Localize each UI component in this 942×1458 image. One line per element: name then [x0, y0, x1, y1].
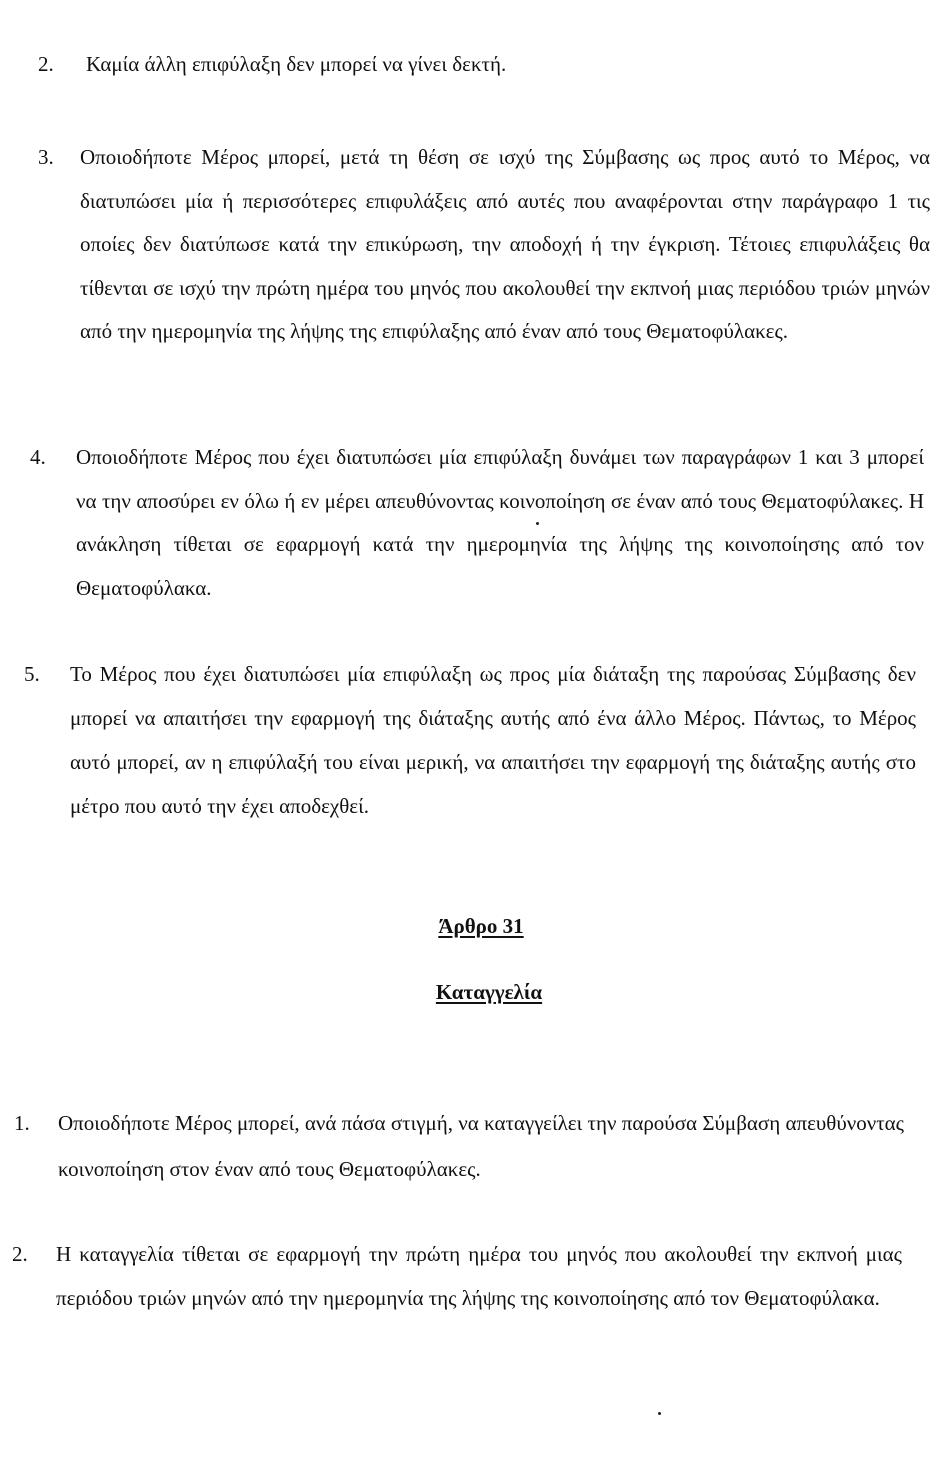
article-title: Καταγγελία	[435, 980, 543, 1004]
article-paragraph-2	[12, 1232, 902, 1320]
paragraph-3	[38, 136, 930, 354]
paragraph-number: 3.	[38, 145, 54, 169]
paragraph-number: 5.	[24, 662, 40, 686]
scan-speck	[536, 522, 539, 525]
paragraph-4	[30, 436, 924, 610]
paragraph-number: 4.	[30, 445, 46, 469]
paragraph-2	[38, 44, 576, 84]
scan-speck	[658, 1412, 661, 1415]
paragraph-text: Η καταγγελία τίθεται σε εφαρμογή την πρώτη ημέρα του μηνός που ακολουθεί την εκπνοή μιας περιόδου τριών μηνών από την ημερομηνία της λήψης της κοινοποίησης από τον Θεματοφύλακα.	[56, 1242, 902, 1310]
paragraph-number: 1.	[14, 1111, 30, 1135]
paragraph-text: Καμία άλλη επιφύλαξη δεν μπορεί να γίνει δεκτή.	[86, 52, 507, 76]
paragraph-text: Οποιοδήποτε Μέρος μπορεί, μετά τη θέση σε ισχύ της Σύμβασης ως προς αυτό το Μέρος, να διατυπώσει μία ή περισσότερες επιφυλάξεις από αυτές που αναφέρονται στην παράγραφο 1 τις οποίες δεν διατύπωσε κατά την επικύρωση, την αποδοχή ή την έγκριση. Τέτοιες επιφυλάξεις θα τίθενται σε ισχύ την πρώτη ημέρα του μηνός που ακολουθεί την εκπνοή μιας περιόδου τριών μηνών από την ημερομηνία της λήψης της επιφύλαξης από έναν από τους Θεματοφύλακες.	[80, 145, 930, 343]
paragraph-text: Οποιοδήποτε Μέρος που έχει διατυπώσει μία επιφύλαξη δυνάμει των παραγράφων 1 και 3 μπορεί να την αποσύρει εν όλω ή εν μέρει απευθύνοντας κοινοποίηση σε έναν από τους Θεματοφύλακες. Η ανάκληση τίθεται σε εφαρμογή κατά την ημερομηνία της λήψης της κοινοποίησης από τον Θεματοφύλακα.	[76, 445, 924, 600]
article-heading: Άρθρο 31	[438, 914, 524, 938]
paragraph-text: Οποιοδήποτε Μέρος μπορεί, ανά πάσα στιγμή, να καταγγείλει την παρούσα Σύμβαση απευθύνοντας κοινοποίηση στον έναν από τους Θεματοφύλακες.	[58, 1111, 904, 1181]
paragraph-5	[24, 652, 916, 828]
paragraph-number: 2.	[38, 52, 54, 76]
paragraph-text: Το Μέρος που έχει διατυπώσει μία επιφύλαξη ως προς μία διάταξη της παρούσας Σύμβασης δεν μπορεί να απαιτήσει την εφαρμογή της διάταξης αυτής από ένα άλλο Μέρος. Πάντως, το Μέρος αυτό μπορεί, αν η επιφύλαξή του είναι μερική, να απαιτήσει την εφαρμογή της διάταξης αυτής στο μέτρο που αυτό την έχει αποδεχθεί.	[70, 662, 916, 818]
paragraph-number: 2.	[12, 1242, 28, 1266]
article-paragraph-1	[14, 1100, 904, 1192]
